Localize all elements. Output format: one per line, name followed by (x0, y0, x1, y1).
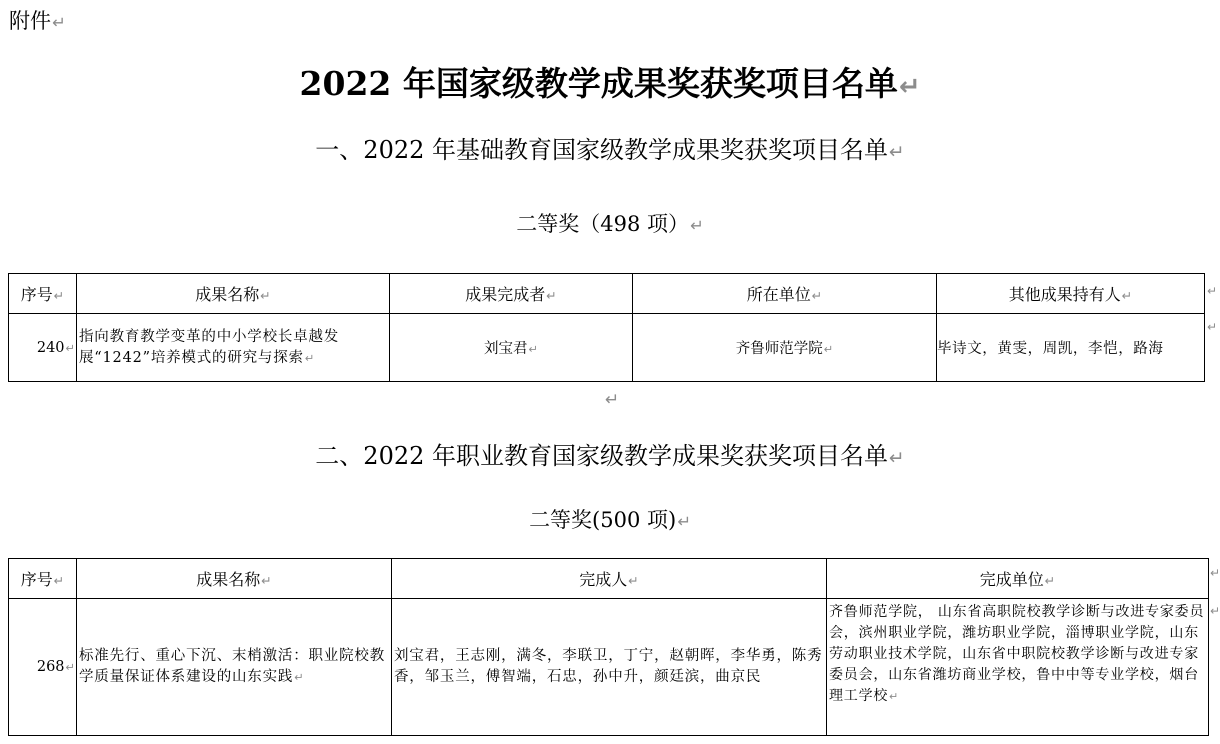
cell-mark-icon: ↵ (294, 671, 305, 684)
table-header-row (9, 274, 1205, 314)
cell-mark-icon: ↵ (53, 573, 65, 588)
header-name: 成果名称↵ (77, 559, 392, 599)
table-row (9, 314, 1205, 382)
cell-mark-icon: ↵ (823, 343, 834, 356)
cell-mark-icon: ↵ (260, 288, 271, 303)
cell-unit: 齐鲁师范学院↵ (633, 314, 937, 382)
cell-name: 指向教育教学变革的中小学校长卓越发展“1242”培养模式的研究与探索↵ (77, 314, 390, 382)
section2-title: 二、2022 年职业教育国家级教学成果奖获奖项目名单↵ (315, 442, 905, 470)
cell-mark-icon: ↵ (53, 288, 65, 303)
row-end-mark-icon: ↵ (1207, 284, 1218, 298)
paragraph-mark-icon: ↵ (889, 448, 905, 469)
cell-mark-icon: ↵ (65, 661, 75, 674)
header-seq: 序号↵ (9, 274, 77, 314)
table-header-row (9, 559, 1209, 599)
row-end-mark-icon: ↵ (1207, 320, 1218, 334)
header-unit: 所在单位↵ (633, 274, 937, 314)
paragraph-mark-icon: ↵ (52, 13, 66, 32)
cell-seq: 268↵ (9, 599, 77, 736)
cell-mark-icon: ↵ (628, 573, 639, 588)
cell-mark-icon: ↵ (65, 341, 75, 355)
cell-mark-icon: ↵ (304, 351, 316, 365)
cell-mark-icon: ↵ (889, 690, 900, 703)
header-name: 成果名称↵ (77, 274, 390, 314)
paragraph-mark-icon: ↵ (898, 72, 921, 102)
header-other-holders: 其他成果持有人↵ (937, 274, 1205, 314)
row-end-mark-icon: ↵ (1210, 566, 1220, 580)
header-units: 完成单位↵ (827, 559, 1209, 599)
paragraph-mark-icon: ↵ (690, 216, 704, 235)
header-completers: 完成人↵ (392, 559, 827, 599)
paragraph-mark-icon: ↵ (605, 390, 620, 410)
cell-mark-icon: ↵ (1044, 573, 1056, 588)
cell-mark-icon: ↵ (261, 573, 272, 588)
cell-other-holders: 毕诗文，黄雯，周凯，李恺，路海 (937, 314, 1205, 382)
cell-name: 标准先行、重心下沉、末梢激活：职业院校教学质量保证体系建设的山东实践↵ (77, 599, 392, 736)
paragraph-mark-icon: ↵ (677, 512, 691, 531)
cell-mark-icon: ↵ (546, 288, 557, 303)
row-end-mark-icon: ↵ (1210, 604, 1220, 618)
cell-seq: 240↵ (9, 314, 77, 382)
section2-prize-heading: 二等奖(500 项)↵ (529, 508, 691, 532)
cell-mark-icon: ↵ (811, 288, 823, 303)
section1-table (8, 273, 1205, 382)
cell-units: 齐鲁师范学院， 山东省高职院校教学诊断与改进专家委员会，滨州职业学院，潍坊职业学院，淄博职业学院，山东劳动职业技术学院，山东省中职院校教学诊断与改进专家委员会，山东省潍坊商业学校，鲁中中等专业学校，烟台理工学校↵ (827, 599, 1209, 736)
paragraph-mark-icon: ↵ (889, 142, 905, 163)
cell-mark-icon: ↵ (528, 343, 538, 356)
section1-prize-heading: 二等奖（498 项）↵ (516, 212, 704, 236)
cell-mark-icon: ↵ (1121, 288, 1133, 303)
section2-table (8, 558, 1209, 736)
cell-completer: 刘宝君↵ (390, 314, 633, 382)
section1-title: 一、2022 年基础教育国家级教学成果奖获奖项目名单↵ (315, 136, 905, 164)
table-row (9, 599, 1209, 736)
header-seq: 序号↵ (9, 559, 77, 599)
header-completer: 成果完成者↵ (390, 274, 633, 314)
attachment-label: 附件↵ (9, 9, 66, 33)
page-title: 2022 年国家级教学成果奖获奖项目名单↵ (299, 64, 921, 103)
cell-completers: 刘宝君，王志刚，满冬，李联卫，丁宁，赵朝晖，李华勇，陈秀香，邹玉兰，傅智端，石忠，孙中升，颜廷滨，曲京民 (392, 599, 827, 736)
